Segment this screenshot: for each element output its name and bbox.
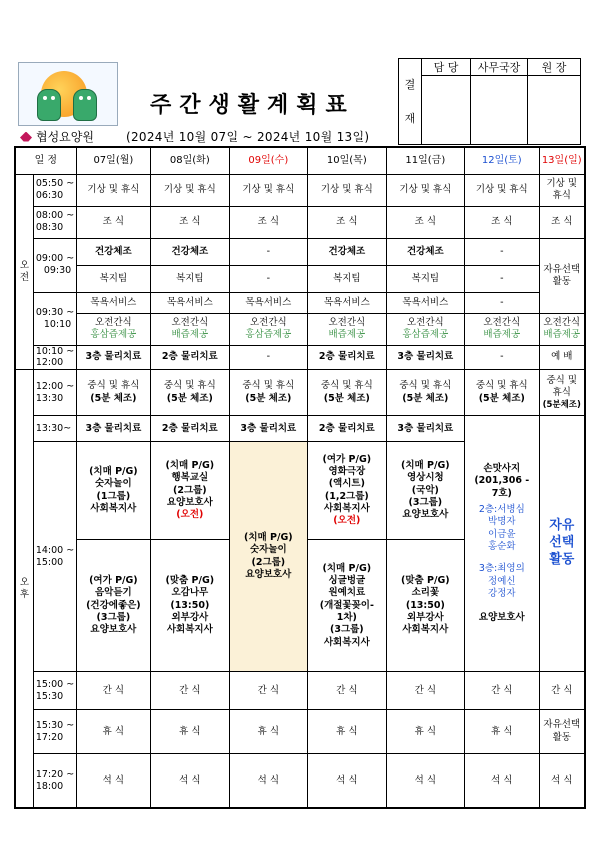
dragon-mascot-right — [73, 89, 97, 121]
cell: 건강체조 — [76, 238, 150, 265]
time-1500: 15:00 ~ 15:30 — [33, 672, 76, 710]
approval-table — [398, 58, 581, 145]
day-tue: 08일(화) — [151, 147, 230, 174]
line: 1차) — [336, 611, 357, 623]
cell: 기상 및 휴식 — [76, 174, 150, 206]
cell: 간 식 — [539, 672, 585, 710]
time-0930-start: 09:30 ~ — [35, 306, 75, 318]
line: 행복교실 — [171, 472, 209, 484]
dragon-mascot-left — [37, 89, 61, 121]
cell-snack-am — [308, 313, 387, 345]
line: (2그룹) — [173, 484, 207, 496]
cell: 예 배 — [539, 345, 585, 370]
snack-label: 오전간식 — [543, 316, 581, 328]
cell: 석 식 — [539, 754, 585, 808]
cell: 2층 물리치료 — [308, 416, 387, 442]
role-director: 원 장 — [528, 59, 581, 76]
cell-lunch — [465, 370, 539, 416]
line: 요양보호사 — [90, 624, 137, 636]
snack-sub: 배즙제공 — [483, 329, 521, 340]
lunch-sub: (5분 체조) — [402, 392, 449, 404]
lunch-label: 중식 및 휴식 — [320, 380, 373, 392]
cell: 기상 및 휴식 — [151, 174, 230, 206]
organization-name: 협성요양원 — [36, 130, 94, 144]
weekly-schedule-table — [14, 146, 586, 809]
time-1200: 12:00 ~ 13:30 — [33, 370, 76, 416]
line: 외부강사 — [406, 611, 444, 623]
sun-line: 활동 — [549, 552, 575, 568]
lunch-sub: (5분 체조) — [245, 392, 292, 404]
cell-lunch-sun — [539, 370, 585, 416]
cell-mon-a — [76, 442, 150, 540]
cell: 목욕서비스 — [151, 292, 230, 313]
cell: 목욕서비스 — [76, 292, 150, 313]
cell: 간 식 — [308, 672, 387, 710]
line: 활동 — [552, 731, 571, 743]
cell: 3층 물리치료 — [76, 345, 150, 370]
cell: 석 식 — [465, 754, 539, 808]
role-manager: 사무국장 — [471, 59, 528, 76]
day-sat: 12일(토) — [465, 147, 539, 174]
cell: 휴 식 — [308, 710, 387, 754]
day-thu: 10일(목) — [308, 147, 387, 174]
time-1400: 14:00 ~ 15:00 — [33, 442, 76, 672]
line: 숫자놀이 — [95, 478, 132, 490]
cell-lunch — [229, 370, 308, 416]
cell: 3층 물리치료 — [229, 416, 308, 442]
cell: 목욕서비스 — [386, 292, 465, 313]
cell: - — [229, 238, 308, 265]
cell-free-activity: 자유선택 활동 — [539, 238, 585, 313]
cell-sat-massage — [465, 416, 539, 672]
organization — [20, 128, 94, 145]
cell: 기상 및 휴식 — [229, 174, 308, 206]
lunch-label: 중식 및 휴식 — [163, 380, 216, 392]
cell: 복지팀 — [151, 265, 230, 292]
sat-line: 7호) — [491, 487, 512, 499]
cell-snack-am — [386, 313, 465, 345]
time-0930-end: 10:10 — [43, 318, 72, 330]
approval-label — [399, 59, 422, 145]
snack-label: 오전간식 — [483, 316, 521, 328]
sat-line: 3층:최영의 — [478, 563, 525, 575]
line: (치매 P/G) — [322, 562, 372, 574]
day-fri: 11일(금) — [386, 147, 465, 174]
sat-line: 요양보호사 — [478, 612, 525, 624]
snack-sub: 배즙제공 — [543, 329, 581, 340]
cell: 석 식 — [229, 754, 308, 808]
cell-thu-a — [308, 442, 387, 540]
line: 사회복지사 — [90, 503, 137, 515]
line: (오전) — [333, 515, 361, 527]
sat-line: 강정자 — [488, 587, 516, 599]
cell-fri-b — [386, 540, 465, 672]
time-0900-end: 09:30 — [43, 265, 72, 276]
line: (개절꽃꽂이- — [319, 599, 374, 611]
sat-line: 정예신 — [488, 575, 516, 587]
snack-sub: 홍삼즙제공 — [245, 329, 292, 340]
line: (건강에좋은) — [86, 599, 141, 611]
cell-snack-am — [151, 313, 230, 345]
lunch-label: 중식 및 휴식 — [87, 380, 140, 392]
cell: 휴 식 — [386, 710, 465, 754]
cell: 기상 및 휴식 — [465, 174, 539, 206]
cell: - — [465, 265, 539, 292]
cell-fri-a — [386, 442, 465, 540]
lunch-label: 중식 및 휴식 — [475, 380, 528, 392]
cell: 휴 식 — [229, 710, 308, 754]
sat-line: 2층:서병심 — [478, 503, 525, 515]
cell: 3층 물리치료 — [76, 416, 150, 442]
lunch-sub: (5분체조) — [542, 399, 581, 410]
cell: 복지팀 — [76, 265, 150, 292]
line: (1그룹) — [96, 490, 131, 502]
cell: 복지팀 — [308, 265, 387, 292]
time-1330: 13:30~ — [33, 416, 76, 442]
cell: 조 식 — [76, 206, 150, 238]
cell: 석 식 — [308, 754, 387, 808]
line: 자유선택 — [543, 719, 581, 731]
sun-line: 선택 — [549, 535, 575, 551]
line: 사회복지사 — [323, 636, 370, 648]
time-1010: 10:10 ~ 12:00 — [33, 345, 76, 370]
cell-free-activity-pm — [539, 710, 585, 754]
line: 숫자놀이 — [249, 544, 287, 556]
cell-tue-b — [151, 540, 230, 672]
cell: 건강체조 — [151, 238, 230, 265]
lunch-label-2: 휴식 — [552, 387, 571, 399]
line: 사회복지사 — [323, 503, 370, 515]
lunch-label: 중식 및 휴식 — [399, 380, 452, 392]
line: (치매 P/G) — [244, 532, 293, 544]
snack-label: 오전간식 — [328, 316, 366, 328]
cell-snack-am — [465, 313, 539, 345]
cell: - — [465, 292, 539, 313]
cell: 간 식 — [386, 672, 465, 710]
sat-line: 이금윤 — [488, 528, 516, 540]
cell-lunch — [151, 370, 230, 416]
snack-label: 오전간식 — [171, 316, 209, 328]
cell-lunch — [386, 370, 465, 416]
cell: 기상 및 휴식 — [308, 174, 387, 206]
line: (13:50) — [405, 599, 445, 611]
cell: 목욕서비스 — [308, 292, 387, 313]
line: (치매 P/G) — [165, 459, 215, 471]
approval-label-bottom: 재 — [404, 111, 416, 125]
cell: 조 식 — [465, 206, 539, 238]
cell: 2층 물리치료 — [151, 345, 230, 370]
line: (2그룹) — [251, 556, 286, 568]
sat-line: 홍순화 — [488, 540, 516, 552]
line: (치매 P/G) — [401, 459, 450, 471]
sat-line: (201,306 - — [474, 475, 530, 487]
sign-director[interactable] — [528, 76, 581, 145]
cell: 석 식 — [76, 754, 150, 808]
line: (맞춤 P/G) — [401, 574, 450, 586]
time-0900 — [33, 238, 76, 292]
line: (맞춤 P/G) — [165, 574, 215, 586]
line: (오전) — [176, 509, 204, 521]
cell-snack-am — [539, 313, 585, 345]
cell: 석 식 — [151, 754, 230, 808]
period-pm-label: 오후 — [19, 576, 30, 600]
day-mon: 07일(월) — [76, 147, 150, 174]
time-0550: 05:50 ~ 06:30 — [33, 174, 76, 206]
logo — [18, 62, 118, 126]
line: 싱글벙글 — [328, 574, 366, 586]
cell-tue-a — [151, 442, 230, 540]
cell: 조 식 — [229, 206, 308, 238]
period-pm — [15, 370, 33, 808]
line: 영상시청 — [406, 472, 444, 484]
cell: 간 식 — [151, 672, 230, 710]
role-staff: 담 당 — [422, 59, 471, 76]
cell-sun-free — [539, 416, 585, 672]
period-am — [15, 174, 33, 370]
org-logo-icon — [20, 132, 32, 142]
sun-line: 자유 — [549, 518, 575, 534]
approval-label-top: 결 — [404, 77, 416, 91]
cell: 조 식 — [308, 206, 387, 238]
cell: 2층 물리치료 — [151, 416, 230, 442]
cell: 간 식 — [76, 672, 150, 710]
line: 요양보호사 — [402, 509, 449, 521]
cell-lunch — [76, 370, 150, 416]
line: 요양보호사 — [166, 496, 213, 508]
line: 음악듣기 — [95, 587, 132, 599]
cell: 간 식 — [229, 672, 308, 710]
cell: 건강체조 — [308, 238, 387, 265]
cell: - — [465, 345, 539, 370]
cell-snack-am — [229, 313, 308, 345]
snack-label: 오전간식 — [406, 316, 444, 328]
cell: 휴 식 — [76, 710, 150, 754]
cell-mon-b — [76, 540, 150, 672]
snack-sub: 홍삼즙제공 — [402, 329, 449, 340]
lunch-sub: (5분 체조) — [166, 392, 213, 404]
line: 원예치료 — [328, 587, 366, 599]
cell-lunch — [308, 370, 387, 416]
time-0930 — [33, 292, 76, 345]
line: (국악) — [411, 484, 439, 496]
cell: - — [465, 238, 539, 265]
cell: 건강체조 — [386, 238, 465, 265]
day-sun: 13일(일) — [539, 147, 585, 174]
cell-thu-b — [308, 540, 387, 672]
corner-label: 일 정 — [15, 147, 76, 174]
line: 외부강사 — [171, 611, 209, 623]
cell: 3층 물리치료 — [386, 345, 465, 370]
page-title: 주간생활계획표 — [150, 93, 355, 118]
cell: - — [229, 345, 308, 370]
line: (3그룹) — [330, 624, 364, 636]
sat-line: 박명자 — [488, 516, 516, 528]
line: (3그룹) — [408, 496, 443, 508]
time-1530: 15:30 ~ 17:20 — [33, 710, 76, 754]
line: (3그룹) — [96, 611, 131, 623]
snack-sub: 배즙제공 — [328, 329, 366, 340]
cell: 기상 및 휴식 — [539, 174, 585, 206]
cell: 2층 물리치료 — [308, 345, 387, 370]
line: (여가 P/G) — [322, 453, 372, 465]
cell: 기상 및 휴식 — [386, 174, 465, 206]
lunch-label: 중식 및 — [546, 374, 578, 386]
cell: 조 식 — [539, 206, 585, 238]
snack-label: 오전간식 — [95, 316, 132, 328]
time-1720: 17:20 ~ 18:00 — [33, 754, 76, 808]
day-wed: 09일(수) — [229, 147, 308, 174]
time-0900-start: 09:00 ~ — [35, 253, 75, 265]
cell: 3층 물리치료 — [386, 416, 465, 442]
snack-sub: 배즙제공 — [171, 329, 209, 340]
time-0800: 08:00 ~ 08:30 — [33, 206, 76, 238]
sat-line: 손맛사지 — [483, 462, 521, 474]
cell: 간 식 — [465, 672, 539, 710]
cell: 목욕서비스 — [229, 292, 308, 313]
lunch-sub: (5분 체조) — [478, 392, 525, 404]
lunch-sub: (5분 체조) — [90, 392, 137, 404]
cell: 조 식 — [386, 206, 465, 238]
cell: 휴 식 — [465, 710, 539, 754]
line: 요양보호사 — [245, 569, 292, 581]
cell: - — [229, 265, 308, 292]
sign-staff[interactable] — [422, 76, 471, 145]
snack-sub: 홍삼즙제공 — [90, 329, 137, 340]
line: 사회복지사 — [402, 624, 449, 636]
line: 오감나무 — [171, 587, 209, 599]
sign-manager[interactable] — [471, 76, 528, 145]
cell: 석 식 — [386, 754, 465, 808]
cell-wed — [229, 442, 308, 672]
line: 영화극장 — [328, 466, 366, 478]
line: (치매 P/G) — [89, 466, 138, 478]
schedule-period: (2024년 10월 07일 ~ 2024년 10월 13일) — [126, 130, 370, 144]
period-am-label: 오전 — [19, 260, 30, 283]
cell: 조 식 — [151, 206, 230, 238]
lunch-sub: (5분 체조) — [323, 392, 370, 404]
line: (13:50) — [170, 599, 210, 611]
line: (1,2그룹) — [324, 490, 369, 502]
lunch-label: 중식 및 휴식 — [242, 380, 295, 392]
cell: 복지팀 — [386, 265, 465, 292]
line: (여가 P/G) — [89, 574, 138, 586]
line: 사회복지사 — [166, 624, 213, 636]
line: 소리꽃 — [411, 587, 440, 599]
snack-label: 오전간식 — [249, 316, 287, 328]
line: (액시트) — [328, 478, 365, 490]
cell-snack-am — [76, 313, 150, 345]
cell: 휴 식 — [151, 710, 230, 754]
